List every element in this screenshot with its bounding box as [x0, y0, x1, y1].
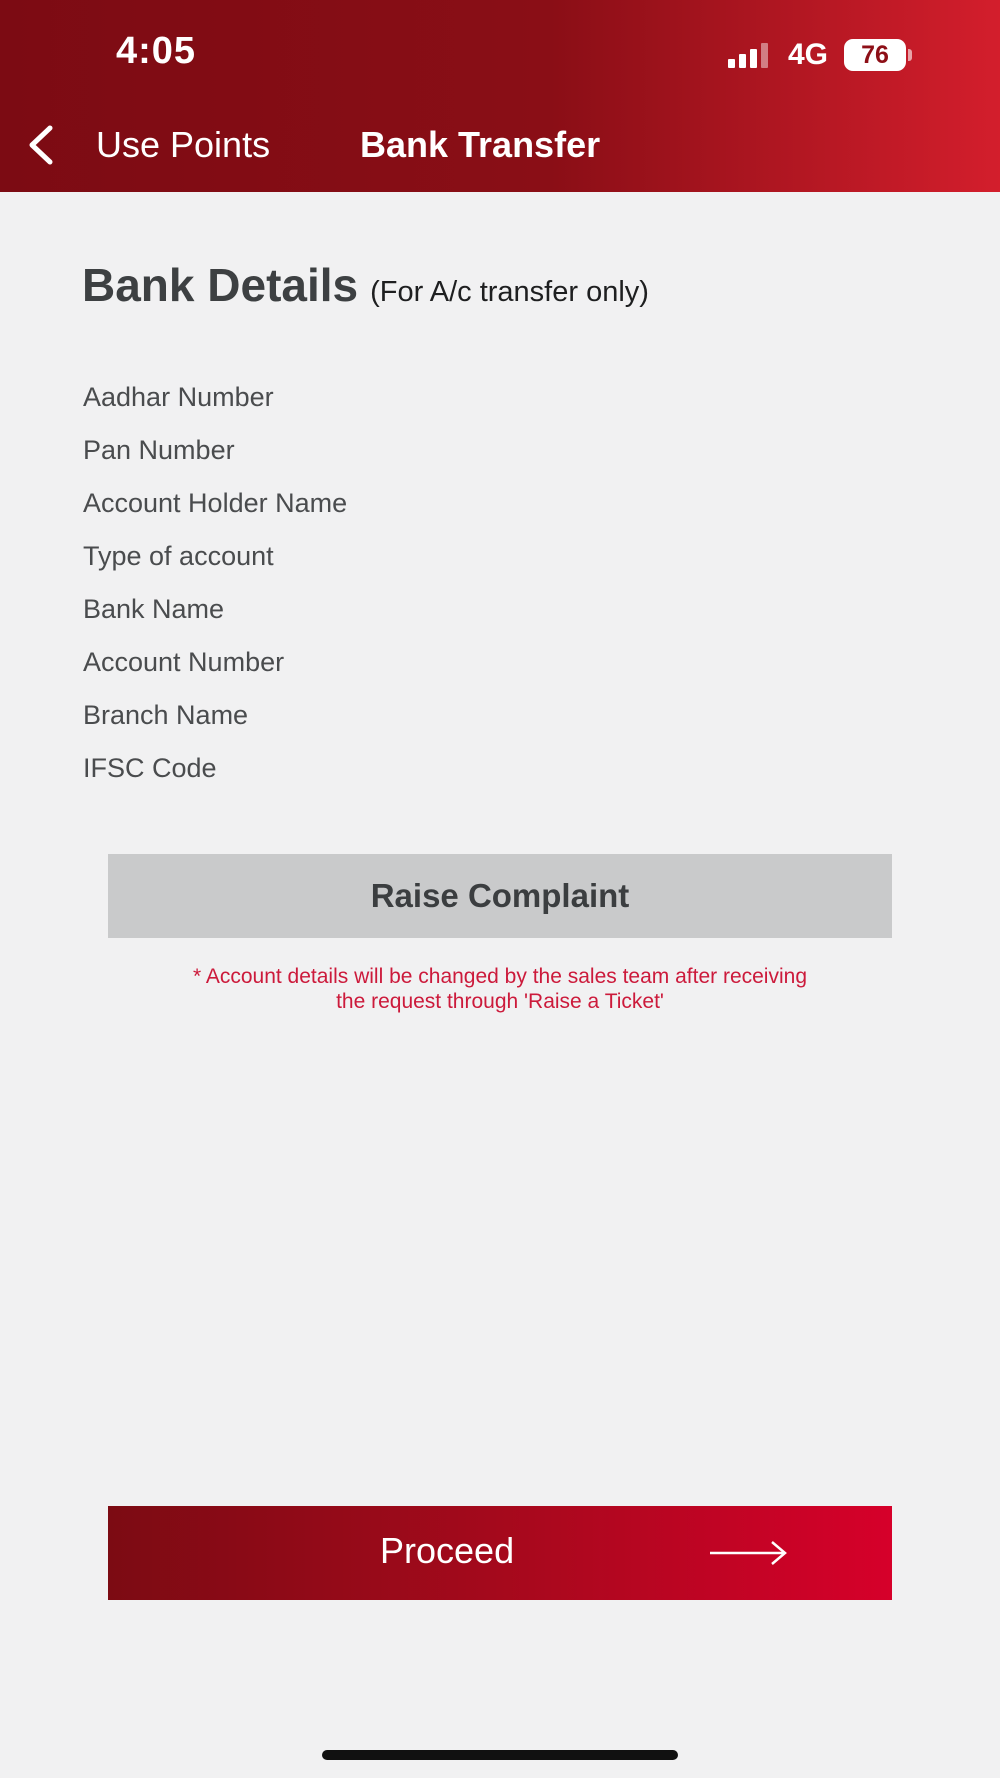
field-aadhar-number: Aadhar Number — [83, 382, 274, 412]
raise-complaint-button[interactable]: Raise Complaint — [108, 854, 892, 938]
field-branch-name: Branch Name — [83, 700, 249, 730]
bank-details-list — [83, 378, 347, 802]
note-line-2: the request through 'Raise a Ticket' — [336, 990, 664, 1013]
bank-details-heading — [82, 258, 649, 312]
field-pan-number: Pan Number — [83, 435, 235, 465]
home-indicator — [322, 1750, 678, 1760]
section-subtitle: (For A/c transfer only) — [370, 276, 649, 308]
chevron-left-icon — [22, 122, 66, 168]
back-button[interactable] — [22, 122, 270, 168]
account-change-note — [100, 964, 900, 1014]
section-title: Bank Details — [82, 259, 359, 311]
field-account-number: Account Number — [83, 647, 285, 677]
proceed-button[interactable] — [108, 1506, 892, 1600]
field-account-holder-name: Account Holder Name — [83, 488, 348, 518]
signal-icon — [728, 42, 768, 68]
page-title: Bank Transfer — [360, 124, 601, 165]
note-line-1: * Account details will be changed by the sales team after receiving — [192, 965, 807, 988]
back-label: Use Points — [96, 124, 271, 165]
proceed-label: Proceed — [380, 1530, 515, 1571]
battery-icon — [844, 39, 906, 71]
field-account-type: Type of account — [83, 541, 274, 571]
network-type: 4G — [788, 38, 829, 71]
arrow-right-icon — [708, 1538, 788, 1568]
field-ifsc-code: IFSC Code — [83, 753, 217, 783]
battery-level: 76 — [861, 40, 889, 69]
status-indicators — [728, 38, 906, 72]
status-time: 4:05 — [116, 30, 197, 72]
field-bank-name: Bank Name — [83, 594, 225, 624]
app-header — [0, 0, 1000, 192]
